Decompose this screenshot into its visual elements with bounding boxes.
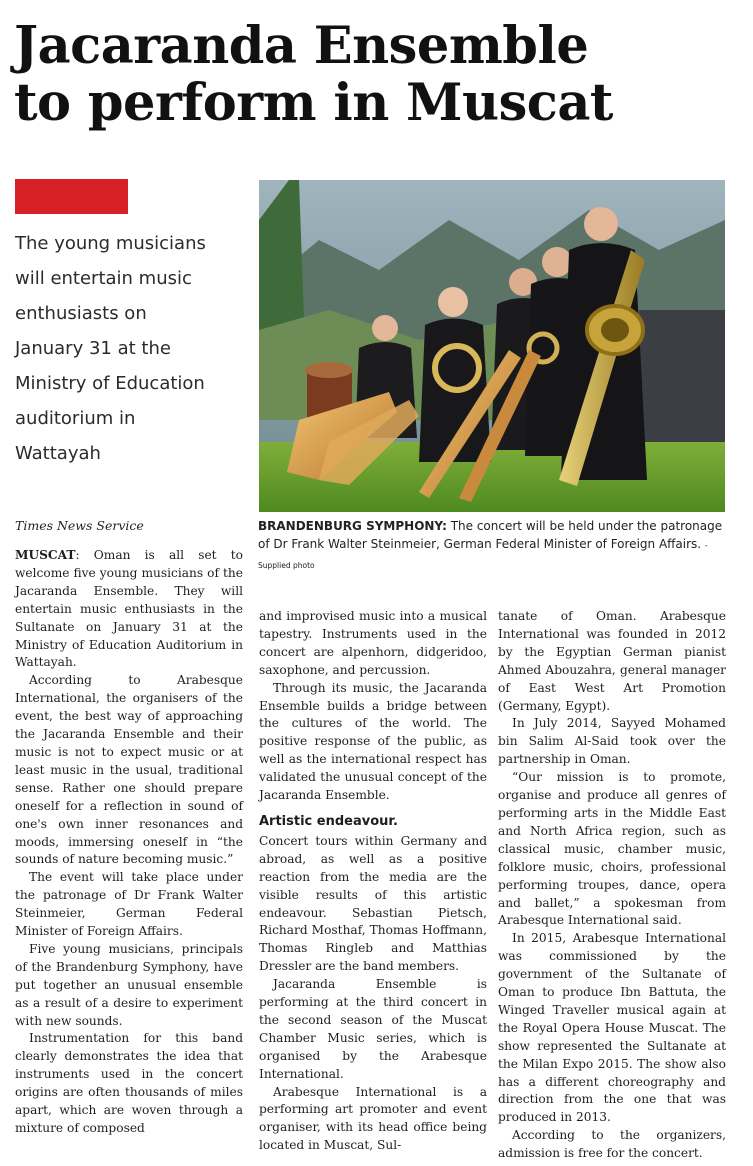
caption-heading: BRANDENBURG SYMPHONY: bbox=[258, 519, 447, 533]
article-paragraph: In 2015, Arabesque International was commissioned by the government of the Sultanate of Oman to produce Ibn Battuta, the Winged Traveller musical again at the Royal Opera House Muscat. The show represented the Sultanate at the Milan Expo 2015. The show also has a different choreography and direction from the one that was produced in 2013. bbox=[498, 931, 726, 1125]
headline-line-2: to perform in Muscat bbox=[14, 73, 613, 133]
article-paragraph: Instrumentation for this band clearly demonstrates the idea that instruments used in the concert origins are often thousands of miles apart, which are woven through a mixture of composed bbox=[15, 1031, 243, 1135]
paragraph-text: : Oman is all set to welcome five young musicians of the Jacaranda Ensemble. They will entertain music enthusiasts in the Sultanate on January 31 at the Ministry of Education Auditorium in Wattayah. bbox=[15, 548, 243, 670]
headline bbox=[14, 18, 744, 132]
five-musicians-with-instruments-icon bbox=[259, 180, 725, 512]
standfirst-line: The young musicians bbox=[15, 233, 206, 254]
article-column-1 bbox=[15, 547, 243, 1138]
article-paragraph: and improvised music into a musical tapestry. Instruments used in the concert are alpenhorn, didgeridoo, saxophone, and percussion. bbox=[259, 609, 487, 677]
byline: Times News Service bbox=[15, 518, 144, 533]
article-column-3 bbox=[498, 608, 726, 1163]
headline-line-1: Jacaranda Ensemble bbox=[14, 16, 589, 76]
article-paragraph: Through its music, the Jacaranda Ensemble builds a bridge between the cultures of the world. The positive response of the public, as well as the international respect has validated the unusual concept of the Jacaranda Ensemble. bbox=[259, 680, 487, 803]
standfirst-line: will entertain music bbox=[15, 268, 192, 289]
caption-text: The concert will be held under the patronage of Dr Frank Walter Steinmeier, German Federal Minister of Foreign Affairs. bbox=[258, 519, 723, 551]
article-paragraph: According to Arabesque International, the organisers of the event, the best way of approaching the Jacaranda Ensemble and their music is not to expect music or at least music in the usual, traditional sense. Rather one should prepare oneself for a reflection in sound of one's own inner resonances and moods, immersing oneself in “the sounds of nature becoming music.” bbox=[15, 673, 243, 867]
standfirst-line: auditorium in bbox=[15, 408, 136, 429]
article-paragraph: Arabesque International is a performing art promoter and event organiser, with its head office being located in Muscat, Sul- bbox=[259, 1084, 487, 1153]
article-paragraph: Jacaranda Ensemble is performing at the third concert in the second season of the Muscat Chamber Music series, which is organised by the Arabesque International. bbox=[259, 977, 487, 1081]
standfirst-line: Wattayah bbox=[15, 443, 101, 464]
ensemble-photo bbox=[259, 180, 725, 512]
standfirst-line: Ministry of Education bbox=[15, 373, 205, 394]
article-paragraph: Five young musicians, principals of the Brandenburg Symphony, have put together an unusual ensemble as a result of a desire to experiment with new sounds. bbox=[15, 941, 243, 1028]
article-column-2 bbox=[259, 608, 487, 1155]
standfirst-line: January 31 at the bbox=[15, 338, 171, 359]
subheading: Artistic endeavour. bbox=[259, 813, 398, 829]
dateline: MUSCAT bbox=[15, 548, 76, 562]
article-paragraph: The event will take place under the patronage of Dr Frank Walter Steinmeier, German Federal Minister of Foreign Affairs. bbox=[15, 870, 243, 939]
article-paragraph: Concert tours within Germany and abroad, as well as a positive reaction from the media are the visible results of this artistic endeavour. Sebastian Pietsch, Richard Mosthaf, Thomas Hoffmann, Thomas Ringleb and Matthias Dressler are the band members. bbox=[259, 833, 487, 974]
article-paragraph: “Our mission is to promote, organise and produce all genres of performing arts in the Middle East and North Africa region, such as classical music, chamber music, folklore music, choirs, professional performing troupes, dance, opera and ballet,” a spokesman from Arabesque International said. bbox=[498, 770, 726, 928]
standfirst bbox=[15, 226, 250, 471]
article-paragraph: tanate of Oman. Arabesque International was founded in 2012 by the Egyptian German pianist Ahmed Abouzahra, general manager of East West Art Promotion (Germany, Egypt). bbox=[498, 609, 726, 713]
article-paragraph: According to the organizers, admission is free for the concert. bbox=[498, 1128, 726, 1161]
article-paragraph: In July 2014, Sayyed Mohamed bin Salim Al-Said took over the partnership in Oman. bbox=[498, 716, 726, 767]
photo-credit: -Supplied photo bbox=[258, 541, 708, 570]
standfirst-line: enthusiasts on bbox=[15, 303, 147, 324]
photo-caption bbox=[258, 517, 726, 575]
article-paragraph bbox=[15, 547, 243, 672]
red-accent-bar bbox=[15, 179, 128, 214]
